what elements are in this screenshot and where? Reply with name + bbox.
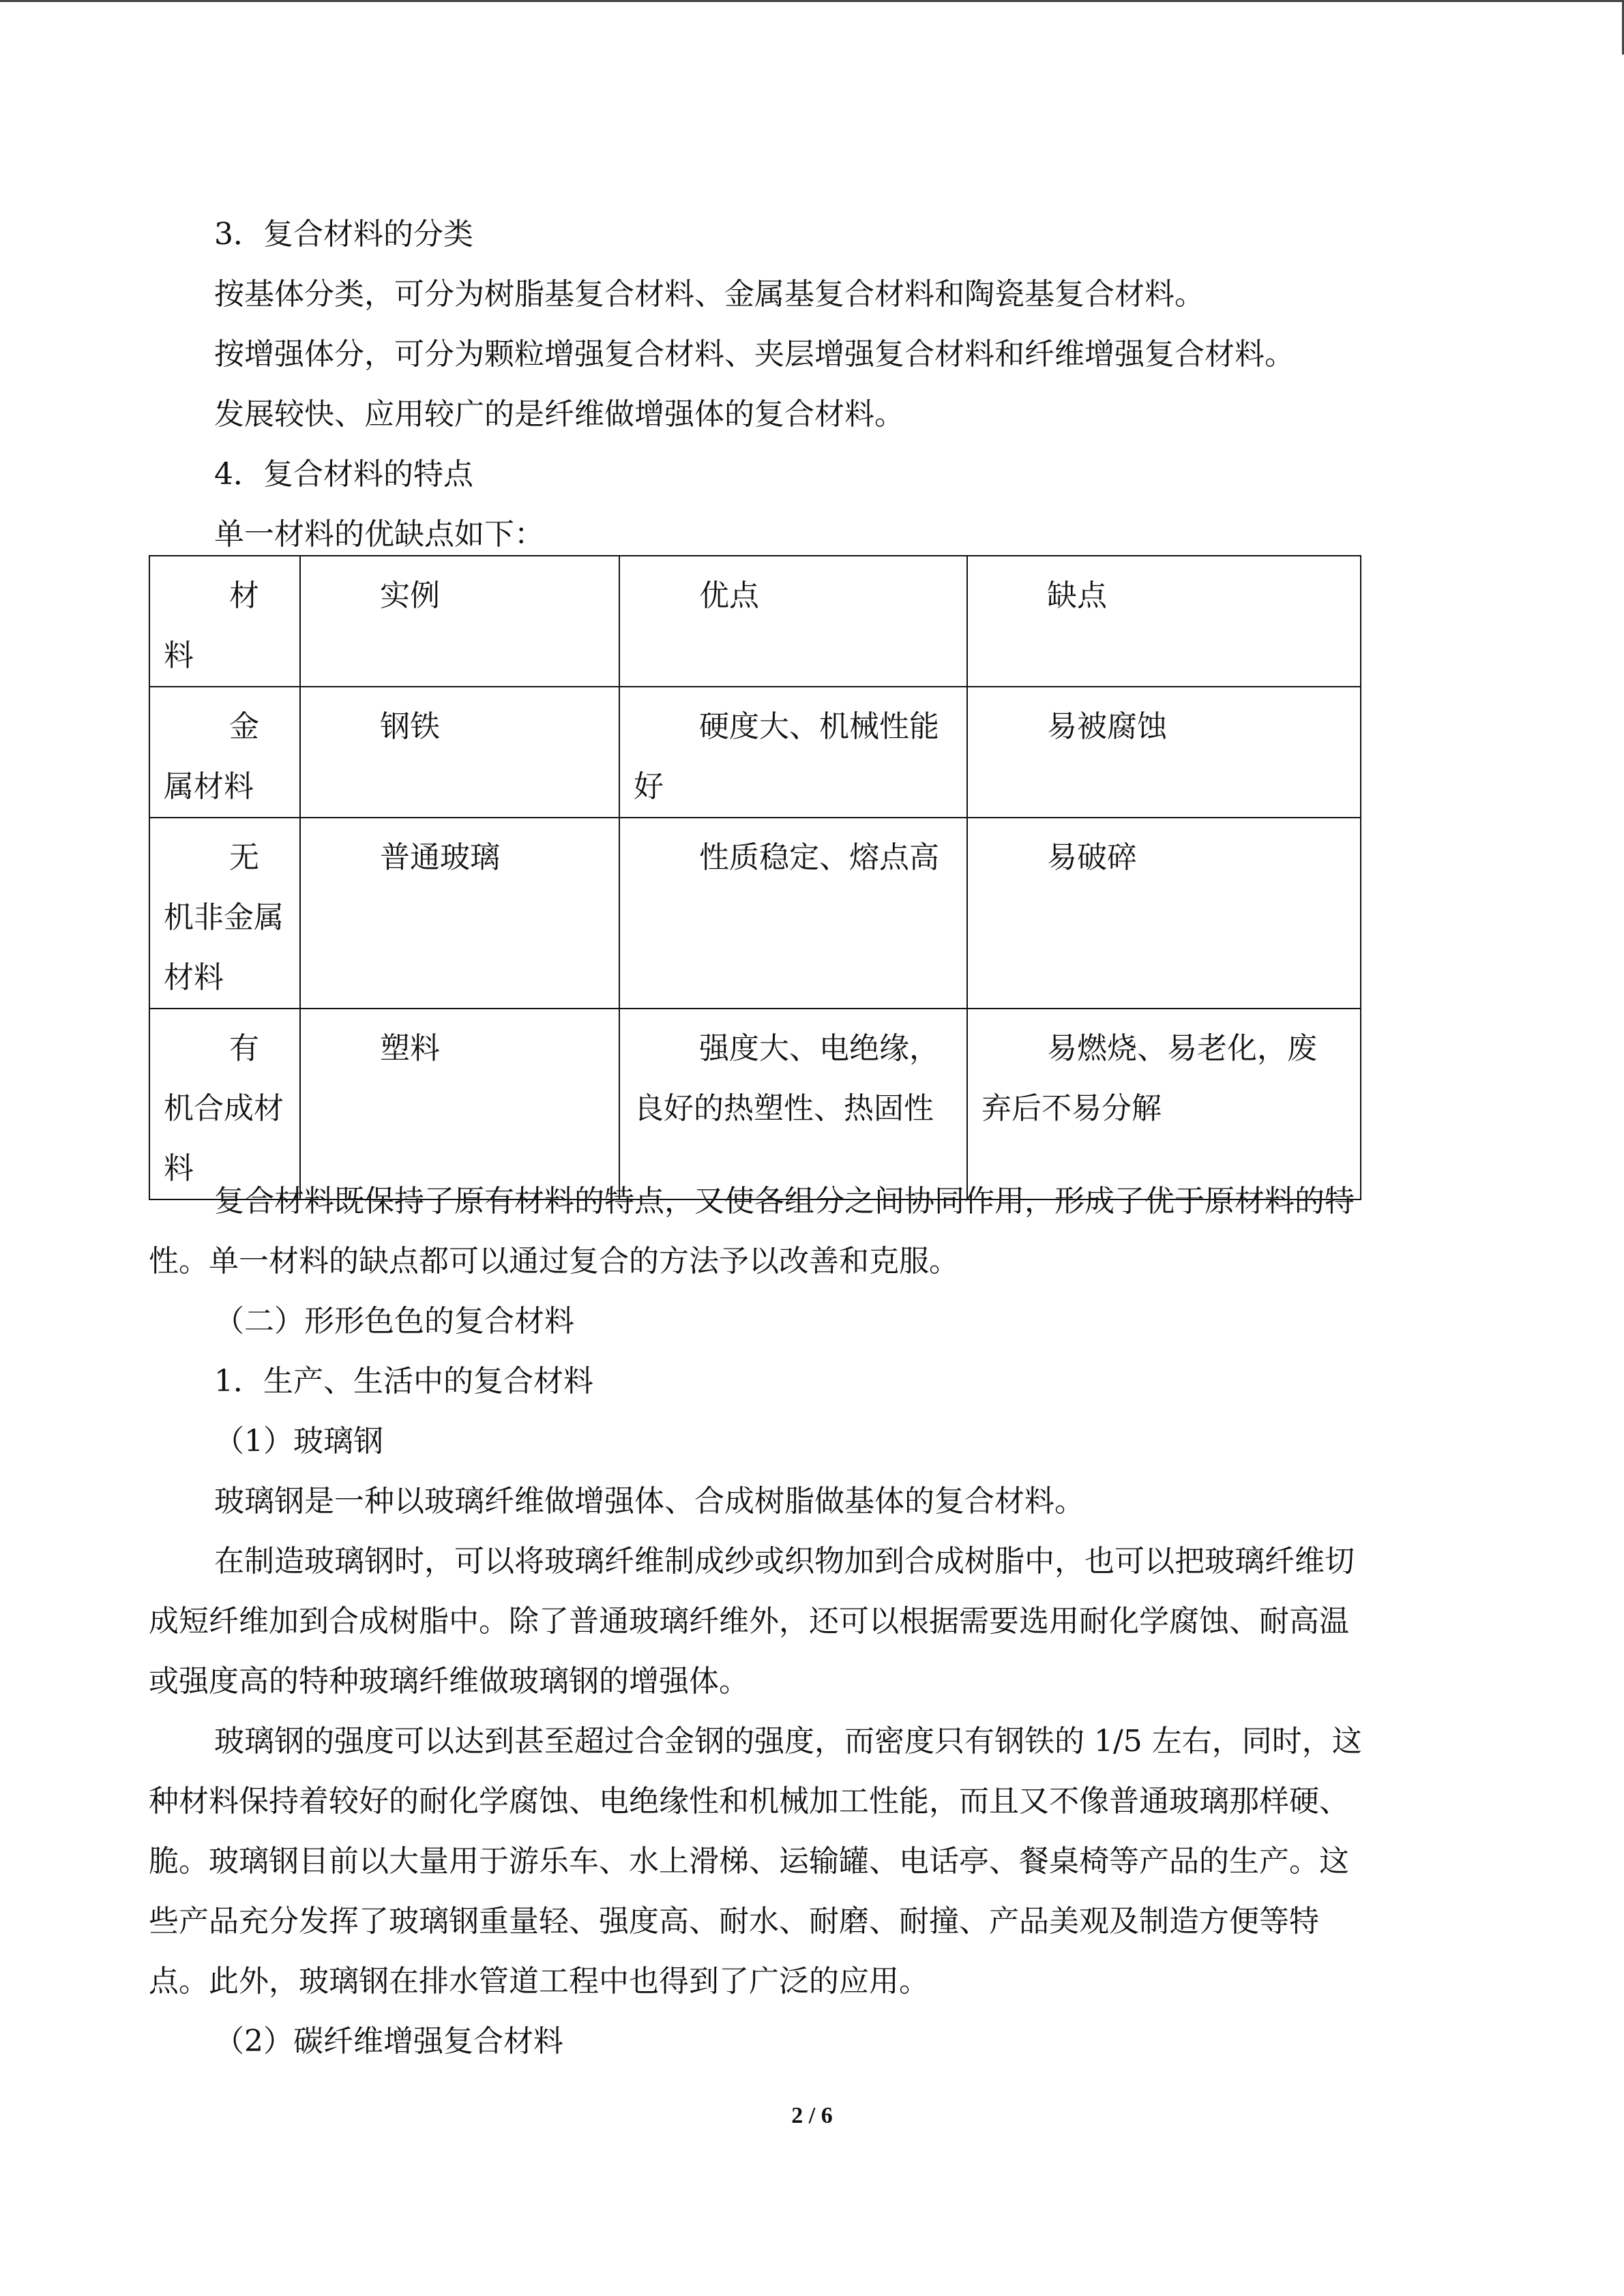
header-material: 材料 [149,556,300,687]
section-heading-varieties: （二）形形色色的复合材料 [214,1304,574,1339]
header-advantage: 优点 [619,556,967,687]
section-heading-features: 4．复合材料的特点 [214,457,473,492]
table-header-row [149,556,1361,687]
paragraph: 玻璃钢的强度可以达到甚至超过合金钢的强度，而密度只有钢铁的 1/5 左右，同时，这 [214,1724,1362,1759]
top-frame-edge [0,0,1624,2]
paragraph: 或强度高的特种玻璃纤维做玻璃钢的增强体。 [149,1664,749,1699]
paragraph: 些产品充分发挥了玻璃钢重量轻、强度高、耐水、耐磨、耐撞、产品美观及制造方便等特 [149,1904,1319,1939]
table-row [149,1009,1361,1199]
paragraph: 成短纤维加到合成树脂中。除了普通玻璃纤维外，还可以根据需要选用耐化学腐蚀、耐高温 [149,1604,1349,1639]
table-cell: 易被腐蚀 [967,687,1361,818]
paragraph: 脆。玻璃钢目前以大量用于游乐车、水上滑梯、运输罐、电话亭、餐桌椅等产品的生产。这 [149,1844,1349,1879]
section-heading-fiberglass: （1）玻璃钢 [214,1424,383,1459]
table-cell: 钢铁 [300,687,619,818]
table-intro: 单一材料的优缺点如下： [214,517,544,552]
paragraph: 复合材料既保持了原有材料的特点，又使各组分之间协同作用，形成了优于原材料的特 [214,1184,1355,1219]
section-heading-classification: 3．复合材料的分类 [214,217,473,252]
section-heading-carbon-fiber: （2）碳纤维增强复合材料 [214,2024,563,2059]
table-cell: 性质稳定、熔点高 [619,818,967,1009]
paragraph: 在制造玻璃钢时，可以将玻璃纤维制成纱或织物加到合成树脂中，也可以把玻璃纤维切 [214,1544,1355,1579]
paragraph: 发展较快、应用较广的是纤维做增强体的复合材料。 [214,397,904,432]
header-example: 实例 [300,556,619,687]
paragraph: 按基体分类，可分为树脂基复合材料、金属基复合材料和陶瓷基复合材料。 [214,277,1205,312]
table-cell: 塑料 [300,1009,619,1199]
paragraph: 按增强体分，可分为颗粒增强复合材料、夹层增强复合材料和纤维增强复合材料。 [214,337,1295,372]
page-number: 2 / 6 [791,2103,833,2128]
header-disadvantage: 缺点 [967,556,1361,687]
table-row [149,818,1361,1009]
paragraph: 性。单一材料的缺点都可以通过复合的方法予以改善和克服。 [149,1244,959,1279]
paragraph: 玻璃钢是一种以玻璃纤维做增强体、合成树脂做基体的复合材料。 [214,1484,1084,1519]
table-cell: 无机非金属材料 [149,818,300,1009]
table-cell: 普通玻璃 [300,818,619,1009]
table-cell: 易燃烧、易老化，废弃后不易分解 [967,1009,1361,1199]
table-cell: 硬度大、机械性能好 [619,687,967,818]
table-cell: 易破碎 [967,818,1361,1009]
paragraph: 点。此外，玻璃钢在排水管道工程中也得到了广泛的应用。 [149,1964,929,1999]
table-cell: 强度大、电绝缘，良好的热塑性、热固性 [619,1009,967,1199]
table-cell: 有机合成材料 [149,1009,300,1199]
materials-table [149,555,1361,1200]
table-row [149,687,1361,818]
section-heading-daily-life: 1．生产、生活中的复合材料 [214,1364,593,1399]
table-cell: 金属材料 [149,687,300,818]
paragraph: 种材料保持着较好的耐化学腐蚀、电绝缘性和机械加工性能，而且又不像普通玻璃那样硬、 [149,1784,1349,1819]
